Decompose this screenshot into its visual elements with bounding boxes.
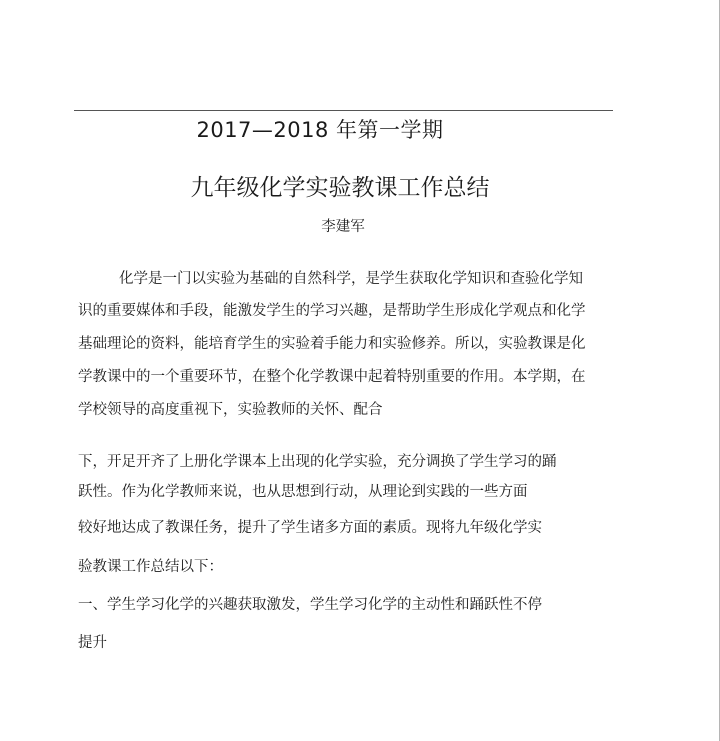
body-line: 学教课中的一个重要环节，在整个化学教课中起着特别重要的作用。本学期，在 [78,369,586,385]
body-line: 化学是一门以实验为基础的自然科学，是学生获取化学知识和查验化学知 [119,271,583,287]
document-title: 九年级化学实验教课工作总结 [190,175,490,201]
body-line: 识的重要媒体和手段，能激发学生的学习兴趣，是帮助学生形成化学观点和化学 [78,303,586,319]
body-line: 下，开足开齐了上册化学课本上出现的化学实验，充分调换了学生学习的踊 [78,454,557,470]
author-name: 李建军 [321,219,365,235]
body-line: 基础理论的资料，能培育学生的实验着手能力和实验修养。所以，实验教课是化 [78,336,586,352]
body-line: 学校领导的高度重视下，实验教师的关怀、配合 [78,402,383,418]
body-line: 提升 [78,635,107,651]
body-line: 验教课工作总结以下： [78,559,223,575]
body-line: 较好地达成了教课任务，提升了学生诸多方面的素质。现将九年级化学实 [78,520,542,536]
section-heading: 一、学生学习化学的兴趣获取激发，学生学习化学的主动性和踊跃性不停 [78,597,542,613]
body-line: 跃性。作为化学教师来说，也从思想到行动，从理论到实践的一些方面 [78,484,528,500]
document-title-year: 2017—2018 年第一学期 [196,118,444,142]
header-rule [74,110,613,111]
